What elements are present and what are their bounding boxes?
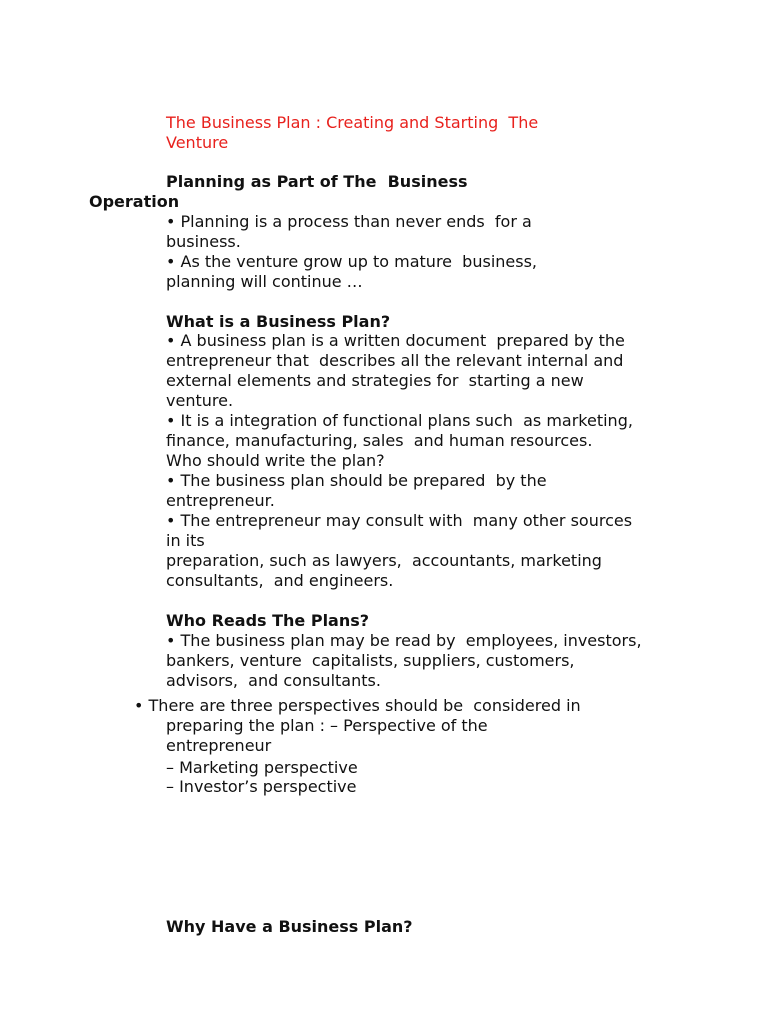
what-body-line: consultants, and engineers. bbox=[166, 571, 394, 590]
who-reads-body-line: • The business plan may be read by employees, investors, bbox=[166, 631, 642, 650]
document-title-line-1: The Business Plan : Creating and Starting The bbox=[166, 113, 539, 132]
perspectives-line: • There are three perspectives should be considered in bbox=[134, 696, 581, 715]
planning-heading-line-1: Planning as Part of The Business bbox=[166, 172, 468, 191]
planning-body-line: • As the venture grow up to mature business, bbox=[166, 252, 537, 271]
what-body-line: entrepreneur. bbox=[166, 491, 275, 510]
perspectives-line: preparing the plan : – Perspective of the bbox=[166, 716, 488, 735]
what-body-line: entrepreneur that describes all the relevant internal and bbox=[166, 351, 624, 370]
why-heading: Why Have a Business Plan? bbox=[166, 917, 413, 936]
who-reads-heading: Who Reads The Plans? bbox=[166, 611, 370, 630]
what-body-line: external elements and strategies for starting a new bbox=[166, 371, 584, 390]
what-body-line: finance, manufacturing, sales and human resources. bbox=[166, 431, 593, 450]
perspectives-line: entrepreneur bbox=[166, 736, 272, 755]
what-body-line: • It is a integration of functional plans such as marketing, bbox=[166, 411, 633, 430]
planning-body-line: business. bbox=[166, 232, 241, 251]
perspectives-line: – Marketing perspective bbox=[166, 758, 358, 777]
what-body-line: in its bbox=[166, 531, 205, 550]
what-body-line: • The business plan should be prepared by the bbox=[166, 471, 547, 490]
what-heading: What is a Business Plan? bbox=[166, 312, 391, 331]
planning-body-line: • Planning is a process than never ends for a bbox=[166, 212, 532, 231]
what-body-line: Who should write the plan? bbox=[166, 451, 385, 470]
perspectives-line: – Investor’s perspective bbox=[166, 777, 357, 796]
document-title-line-2: Venture bbox=[166, 133, 229, 152]
who-reads-body-line: bankers, venture capitalists, suppliers, customers, bbox=[166, 651, 575, 670]
what-body-line: venture. bbox=[166, 391, 234, 410]
who-reads-body-line: advisors, and consultants. bbox=[166, 671, 381, 690]
what-body-line: preparation, such as lawyers, accountants, marketing bbox=[166, 551, 602, 570]
what-body-line: • A business plan is a written document prepared by the bbox=[166, 331, 625, 350]
planning-body-line: planning will continue … bbox=[166, 272, 363, 291]
what-body-line: • The entrepreneur may consult with many other sources bbox=[166, 511, 633, 530]
planning-heading-line-2: Operation bbox=[89, 192, 180, 211]
